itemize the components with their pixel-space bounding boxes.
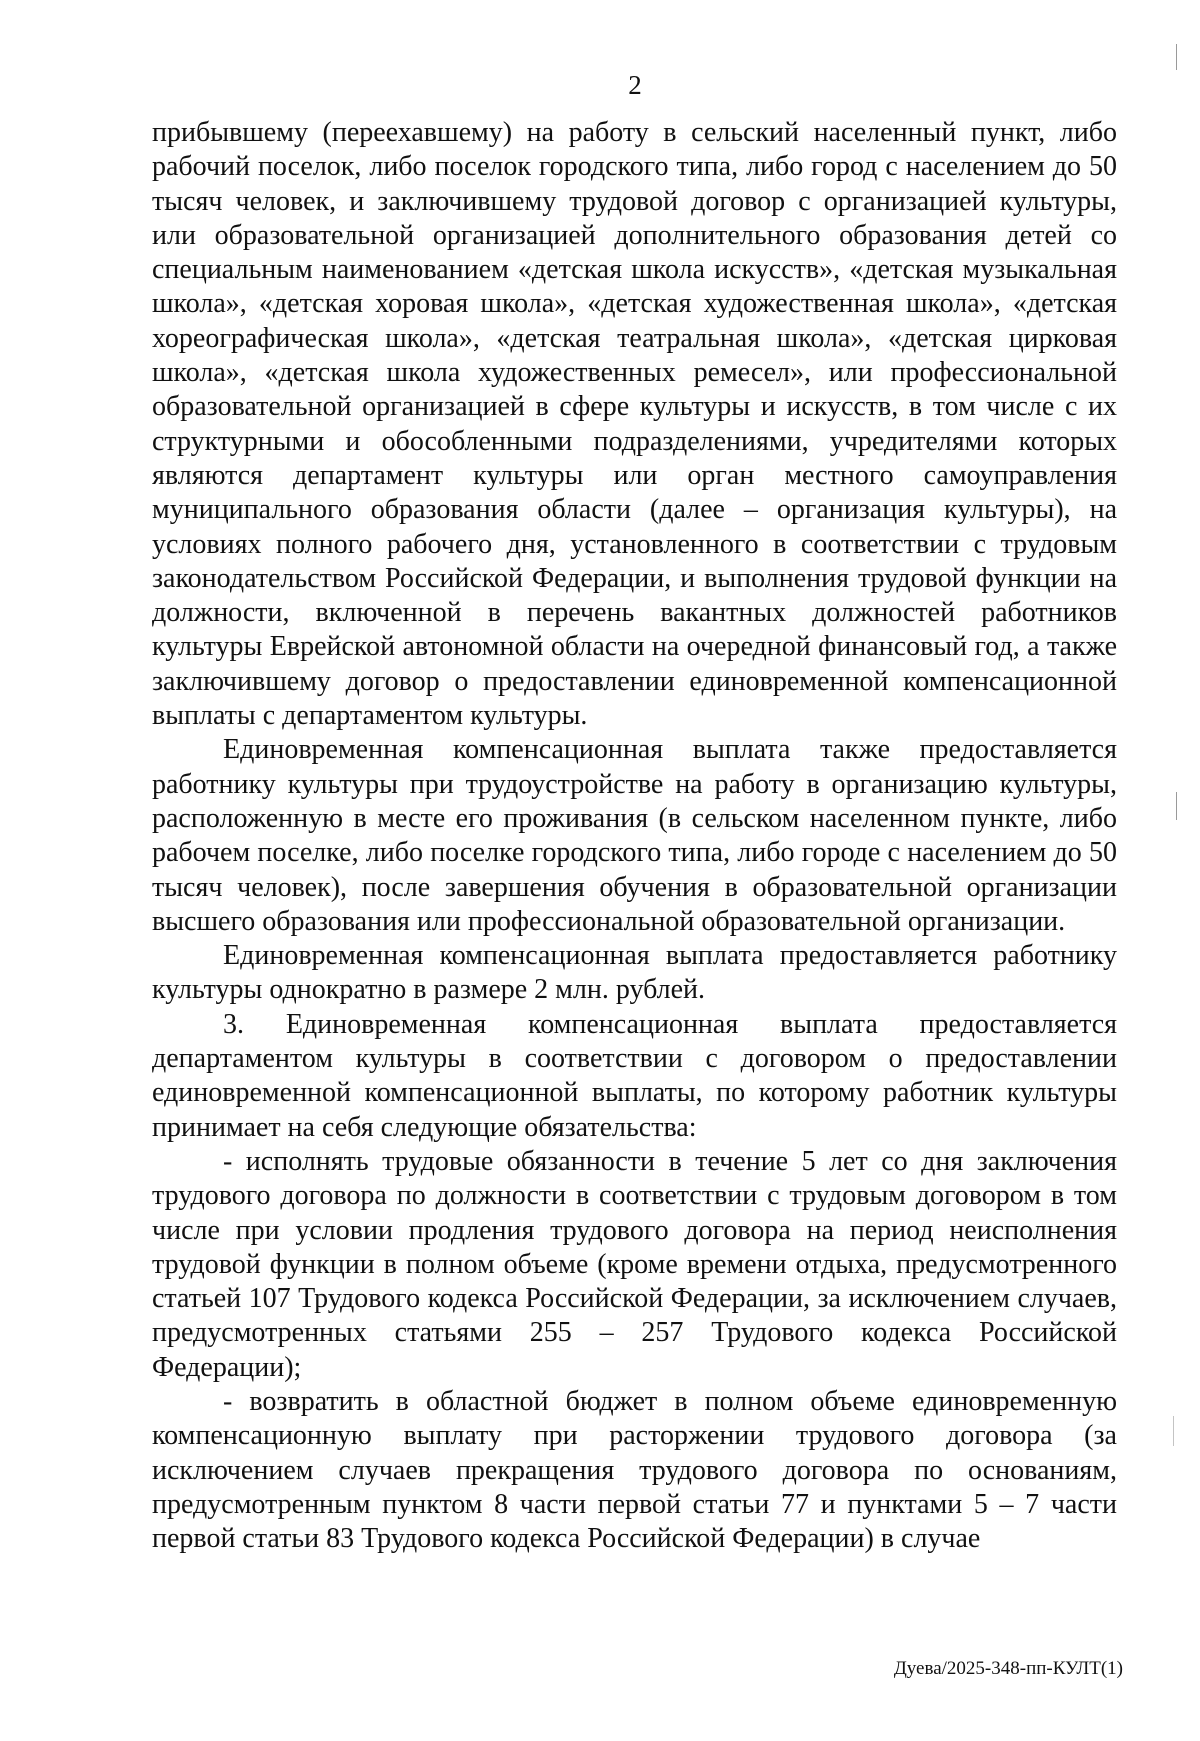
page-number: 2 [628, 70, 642, 100]
scan-margin-mark [1176, 44, 1177, 70]
paragraph-obligation-repayment: - возвратить в областной бюджет в полном объеме единовременную компенсационную выплату при расторжении трудового договора (за исключением случаев прекращения трудового договора по основаниям, предусмотренным пунктом 8 части первой статьи 77 и пунктами 5 – 7 части первой статьи 83 Трудового кодекса Российской Федерации) в случае [152, 1385, 1117, 1555]
document-footer-code: Дуева/2025-348-пп-КУЛТ(1) [893, 1658, 1123, 1679]
scan-margin-mark [1173, 1416, 1174, 1446]
paragraph-obligation-work-term: - исполнять трудовые обязанности в течение 5 лет со дня заключения трудового договора по должности в соответствии с трудовым договором в том числе при условии продления трудового договора на период неисполнения трудовой функции в полном объеме (кроме времени отдыха, предусмотренного статьей 107 Трудового кодекса Российской Федерации, за исключением случаев, предусмотренных статьями 255 – 257 Трудового кодекса Российской Федерации); [152, 1145, 1117, 1383]
scan-margin-mark [1176, 792, 1177, 820]
paragraph-payment-on-return: Единовременная компенсационная выплата также предоставляется работнику культуры при трудоустройстве на работу в организацию культуры, расположенную в месте его проживания (в сельском населенном пункте, либо рабочем поселке, либо поселке городского типа, либо городе с населением до 50 тысяч человек), после завершения обучения в образовательной организации высшего образования или профессиональной образовательной организации. [152, 734, 1117, 937]
paragraph-clause-3: 3. Единовременная компенсационная выплата предоставляется департаментом культуры в соответствии с договором о предоставлении единовременной компенсационной выплаты, по которому работник культуры принимает на себя следующие обязательства: [152, 1008, 1117, 1143]
document-body [152, 116, 1117, 1556]
paragraph-payment-amount: Единовременная компенсационная выплата предоставляется работнику культуры однократно в размере 2 млн. рублей. [152, 940, 1117, 1006]
paragraph-continuation: прибывшему (переехавшему) на работу в сельский населенный пункт, либо рабочий поселок, либо поселок городского типа, либо город с населением до 50 тысяч человек, и заключившему трудовой договор с организацией культуры, или образовательной организацией дополнительного образования детей со специальным наименованием «детская школа искусств», «детская музыкальная школа», «детская хоровая школа», «детская художественная школа», «детская хореографическая школа», «детская театральная школа», «детская цирковая школа», «детская школа художественных ремесел», или профессиональной образовательной организацией в сфере культуры и искусств, в том числе с их структурными и обособленными подразделениями, учредителями которых являются департамент культуры или орган местного самоуправления муниципального образования области (далее – организация культуры), на условиях полного рабочего дня, установленного в соответствии с трудовым законодательством Российской Федерации, и выполнения трудовой функции на должности, включенной в перечень вакантных должностей работников культуры Еврейской автономной области на очередной финансовый год, а также заключившему договор о предоставлении единовременной компенсационной выплаты с департаментом культуры. [152, 117, 1117, 732]
